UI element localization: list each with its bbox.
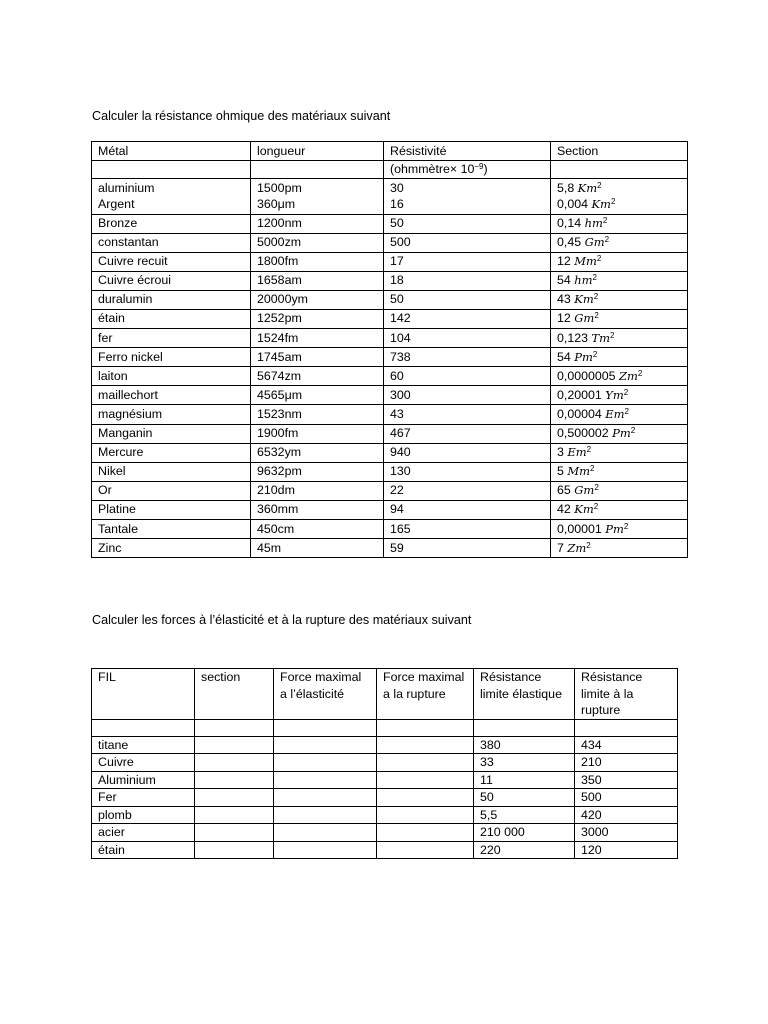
metal-cell: Cuivre écroui	[92, 271, 251, 290]
resistivity-cell: 467	[384, 424, 551, 443]
force-rupture-cell	[377, 789, 474, 807]
table-row	[92, 481, 688, 500]
section-cell: 54 Pm$^2$	[551, 348, 688, 367]
resistivity-cell: 30	[390, 180, 404, 195]
force-rupture-cell	[377, 754, 474, 772]
header-fil: FIL	[92, 669, 195, 720]
resistivity-cell: 142	[384, 309, 551, 328]
resistance-rupture-cell: 210	[575, 754, 678, 772]
table-row	[92, 736, 678, 754]
resistance-exercise-title: Calculer la résistance ohmique des matériaux suivant	[92, 109, 391, 123]
header-section: Section	[551, 142, 688, 161]
length-cell: 1500pm	[257, 180, 302, 195]
table-row	[92, 405, 688, 424]
table-row	[92, 233, 688, 252]
length-cell: 450cm	[251, 520, 384, 539]
length-cell: 1200nm	[251, 214, 384, 233]
section-cell: 42 Km$^2$	[551, 500, 688, 519]
metal-cell: Or	[92, 481, 251, 500]
forces-table	[91, 668, 678, 859]
resistance-rupture-cell: 3000	[575, 824, 678, 842]
resistivity-unit: (ohmmètre× $10^{-9}$)	[384, 160, 551, 179]
force-elastic-cell	[274, 789, 377, 807]
force-rupture-cell	[377, 736, 474, 754]
force-rupture-cell	[377, 841, 474, 859]
metal-cell: Argent	[98, 196, 135, 211]
length-cell: 1800fm	[251, 252, 384, 271]
header-metal: Métal	[92, 142, 251, 161]
fil-cell: Cuivre	[92, 754, 195, 772]
table-row	[92, 179, 688, 215]
table-row	[92, 309, 688, 328]
table-row	[92, 824, 678, 842]
table-row	[92, 539, 688, 558]
length-cell: 1745am	[251, 348, 384, 367]
section-cell: 0,14 $hm^2$	[551, 214, 688, 233]
section-cell: 0,20001 Ym$^2$	[551, 386, 688, 405]
resistance-table	[91, 141, 688, 558]
section-cell: 0,45 Gm$^2$	[551, 233, 688, 252]
section-cell: 65 Gm$^2$	[551, 481, 688, 500]
metal-cell: aluminium	[98, 180, 155, 195]
metal-cell: laiton	[92, 367, 251, 386]
table-row	[92, 462, 688, 481]
section-cell: 0,00001 Pm$^2$	[551, 520, 688, 539]
section-cell: 0,500002 Pm$^2$	[551, 424, 688, 443]
metal-cell: constantan	[92, 233, 251, 252]
resistance-rupture-cell: 500	[575, 789, 678, 807]
metal-cell: Manganin	[92, 424, 251, 443]
resistance-elastic-cell: 33	[474, 754, 575, 772]
resistance-rupture-cell: 350	[575, 771, 678, 789]
table-row	[92, 789, 678, 807]
length-cell: 4565μm	[251, 386, 384, 405]
resistivity-cell: 50	[384, 290, 551, 309]
section-cell: 0,004 Km$^2$	[557, 196, 616, 211]
table-row	[92, 252, 688, 271]
length-cell: 1252pm	[251, 309, 384, 328]
empty-row	[92, 719, 678, 736]
fil-cell: Aluminium	[92, 771, 195, 789]
table-row	[92, 290, 688, 309]
table-row	[92, 443, 688, 462]
length-cell: 5000zm	[251, 233, 384, 252]
resistivity-cell: 940	[384, 443, 551, 462]
section-cell	[195, 789, 274, 807]
table-row	[92, 329, 688, 348]
resistance-elastic-cell: 50	[474, 789, 575, 807]
metal-cell: magnésium	[92, 405, 251, 424]
table-row	[92, 500, 688, 519]
section-cell	[195, 736, 274, 754]
force-elastic-cell	[274, 754, 377, 772]
resistivity-cell: 300	[384, 386, 551, 405]
table-row	[92, 386, 688, 405]
section-cell	[195, 806, 274, 824]
section-cell	[195, 771, 274, 789]
metal-cell: Ferro nickel	[92, 348, 251, 367]
table-unit-row	[92, 160, 688, 179]
section-cell: 0,00004 Em$^2$	[551, 405, 688, 424]
length-cell: 360mm	[251, 500, 384, 519]
fil-cell: Fer	[92, 789, 195, 807]
force-elastic-cell	[274, 841, 377, 859]
metal-cell: fer	[92, 329, 251, 348]
length-cell: 1658am	[251, 271, 384, 290]
section-cell: 5,8 Km$^2$	[557, 180, 602, 195]
force-rupture-cell	[377, 806, 474, 824]
force-rupture-cell	[377, 824, 474, 842]
header-length: longueur	[251, 142, 384, 161]
force-elastic-cell	[274, 824, 377, 842]
section-cell: 43 Km$^2$	[551, 290, 688, 309]
resistance-elastic-cell: 11	[474, 771, 575, 789]
resistance-elastic-cell: 220	[474, 841, 575, 859]
section-cell: 12 Gm$^2$	[551, 309, 688, 328]
resistivity-cell: 165	[384, 520, 551, 539]
length-cell: 9632pm	[251, 462, 384, 481]
resistivity-cell: 60	[384, 367, 551, 386]
metal-cell: Tantale	[92, 520, 251, 539]
section-cell	[195, 754, 274, 772]
length-cell: 5674zm	[251, 367, 384, 386]
resistance-rupture-cell: 420	[575, 806, 678, 824]
section-cell: 3 Em$^2$	[551, 443, 688, 462]
section-cell: 7 Zm$^2$	[551, 539, 688, 558]
table-row	[92, 771, 678, 789]
resistance-rupture-cell: 434	[575, 736, 678, 754]
metal-cell: Mercure	[92, 443, 251, 462]
metal-cell: Platine	[92, 500, 251, 519]
resistance-elastic-cell: 5,5	[474, 806, 575, 824]
length-cell: 45m	[251, 539, 384, 558]
table-header-row	[92, 142, 688, 161]
length-cell: 1900fm	[251, 424, 384, 443]
metal-cell: Cuivre recuit	[92, 252, 251, 271]
fil-cell: plomb	[92, 806, 195, 824]
length-cell: 1524fm	[251, 329, 384, 348]
table-row	[92, 367, 688, 386]
header-resistivity: Résistivité	[384, 142, 551, 161]
resistivity-cell: 500	[384, 233, 551, 252]
metal-cell: duralumin	[92, 290, 251, 309]
section-cell: 12 Mm$^2$	[551, 252, 688, 271]
table-row	[92, 520, 688, 539]
table-row	[92, 348, 688, 367]
table-row	[92, 271, 688, 290]
table-header-row	[92, 669, 678, 720]
section-cell: 0,0000005 Zm$^2$	[551, 367, 688, 386]
header-section: section	[195, 669, 274, 720]
resistivity-cell: 16	[390, 196, 404, 211]
length-cell: 1523nm	[251, 405, 384, 424]
resistivity-cell: 130	[384, 462, 551, 481]
resistance-elastic-cell: 210 000	[474, 824, 575, 842]
length-cell: 6532ym	[251, 443, 384, 462]
section-cell: 54 $hm^2$	[551, 271, 688, 290]
table-row	[92, 214, 688, 233]
fil-cell: étain	[92, 841, 195, 859]
table-row	[92, 806, 678, 824]
fil-cell: acier	[92, 824, 195, 842]
resistivity-cell: 59	[384, 539, 551, 558]
header-resistance-rupture: Résistance limite à la rupture	[575, 669, 678, 720]
metal-cell: étain	[92, 309, 251, 328]
metal-cell: maillechort	[92, 386, 251, 405]
header-force-rupture: Force maximal a la rupture	[377, 669, 474, 720]
metal-cell: Bronze	[92, 214, 251, 233]
metal-cell: Nikel	[92, 462, 251, 481]
header-force-elastic: Force maximal a l’élasticité	[274, 669, 377, 720]
fil-cell: titane	[92, 736, 195, 754]
resistance-elastic-cell: 380	[474, 736, 575, 754]
table-row	[92, 754, 678, 772]
length-cell: 360μm	[257, 196, 296, 211]
force-elastic-cell	[274, 771, 377, 789]
resistivity-cell: 43	[384, 405, 551, 424]
resistivity-cell: 738	[384, 348, 551, 367]
resistivity-cell: 50	[384, 214, 551, 233]
metal-cell: Zinc	[92, 539, 251, 558]
forces-exercise-title: Calculer les forces à l’élasticité et à la rupture des matériaux suivant	[92, 613, 472, 627]
resistivity-cell: 22	[384, 481, 551, 500]
resistivity-cell: 94	[384, 500, 551, 519]
section-cell: 0,123 Tm$^2$	[551, 329, 688, 348]
section-cell	[195, 841, 274, 859]
resistivity-cell: 17	[384, 252, 551, 271]
force-rupture-cell	[377, 771, 474, 789]
section-cell	[195, 824, 274, 842]
header-resistance-elastic: Résistance limite élastique	[474, 669, 575, 720]
section-cell: 5 Mm$^2$	[551, 462, 688, 481]
force-elastic-cell	[274, 806, 377, 824]
resistance-rupture-cell: 120	[575, 841, 678, 859]
resistivity-cell: 104	[384, 329, 551, 348]
table-row	[92, 424, 688, 443]
length-cell: 210dm	[251, 481, 384, 500]
table-row	[92, 841, 678, 859]
resistivity-cell: 18	[384, 271, 551, 290]
length-cell: 20000ym	[251, 290, 384, 309]
force-elastic-cell	[274, 736, 377, 754]
